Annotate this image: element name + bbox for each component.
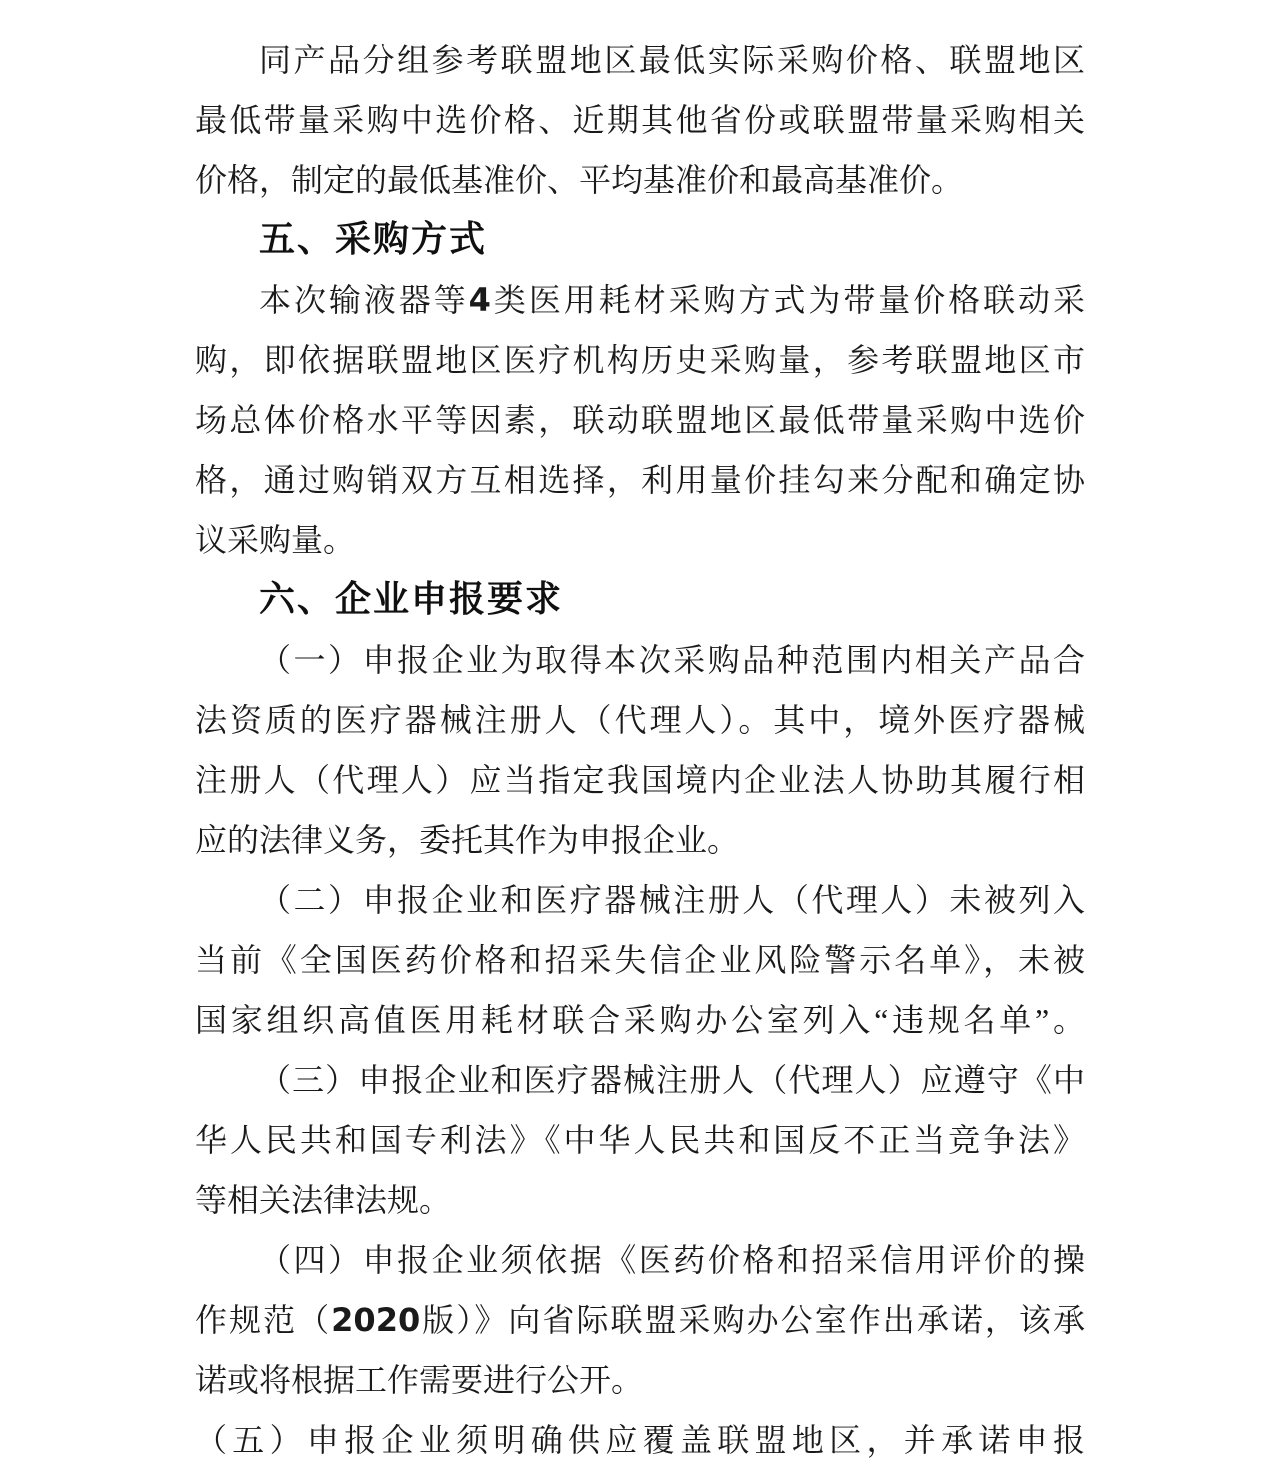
document-line: 场总体价格水平等因素，联动联盟地区最低带量采购中选价 (195, 402, 1085, 438)
document-line: 最低带量采购中选价格、近期其他省份或联盟带量采购相关 (195, 102, 1085, 138)
document-line: （二）申报企业和医疗器械注册人（代理人）未被列入 (259, 882, 1085, 918)
document-line: 华人民共和国专利法》《中华人民共和国反不正当竞争法》 (195, 1122, 1085, 1158)
document-line: 国家组织高值医用耗材联合采购办公室列入“违规名单”。 (195, 1002, 1085, 1038)
document-line: 法资质的医疗器械注册人（代理人）。其中，境外医疗器械 (195, 702, 1085, 738)
document-body (195, 30, 1085, 1470)
document-line: 应的法律义务，委托其作为申报企业。 (195, 822, 740, 858)
document-line: 等相关法律法规。 (195, 1182, 452, 1218)
document-line: 购，即依据联盟地区医疗机构历史采购量，参考联盟地区市 (195, 342, 1085, 378)
document-line: 同产品分组参考联盟地区最低实际采购价格、联盟地区 (259, 42, 1085, 78)
document-line: 注册人（代理人）应当指定我国境内企业法人协助其履行相 (195, 762, 1085, 798)
section-heading-enterprise-declaration: 六、企业申报要求 (259, 579, 564, 620)
document-line: （一）申报企业为取得本次采购品种范围内相关产品合 (259, 642, 1085, 678)
document-line: 本次输液器等4类医用耗材采购方式为带量价格联动采 (259, 281, 1085, 319)
document-line: 诺或将根据工作需要进行公开。 (195, 1362, 644, 1398)
document-line: （四）申报企业须依据《医药价格和招采信用评价的操 (259, 1242, 1085, 1278)
document-line: 价格，制定的最低基准价、平均基准价和最高基准价。 (195, 162, 964, 198)
document-line: （三）申报企业和医疗器械注册人（代理人）应遵守《中 (259, 1062, 1085, 1098)
document-line: 格，通过购销双方互相选择，利用量价挂勾来分配和确定协 (195, 462, 1085, 498)
document-line: 当前《全国医药价格和招采失信企业风险警示名单》，未被 (195, 942, 1085, 978)
document-line: 作规范（2020版）》向省际联盟采购办公室作出承诺，该承 (195, 1301, 1085, 1339)
document-line: （五）申报企业须明确供应覆盖联盟地区，并承诺申报 (195, 1422, 1085, 1458)
document-line: 议采购量。 (195, 522, 356, 558)
section-heading-procurement-method: 五、采购方式 (259, 219, 488, 260)
